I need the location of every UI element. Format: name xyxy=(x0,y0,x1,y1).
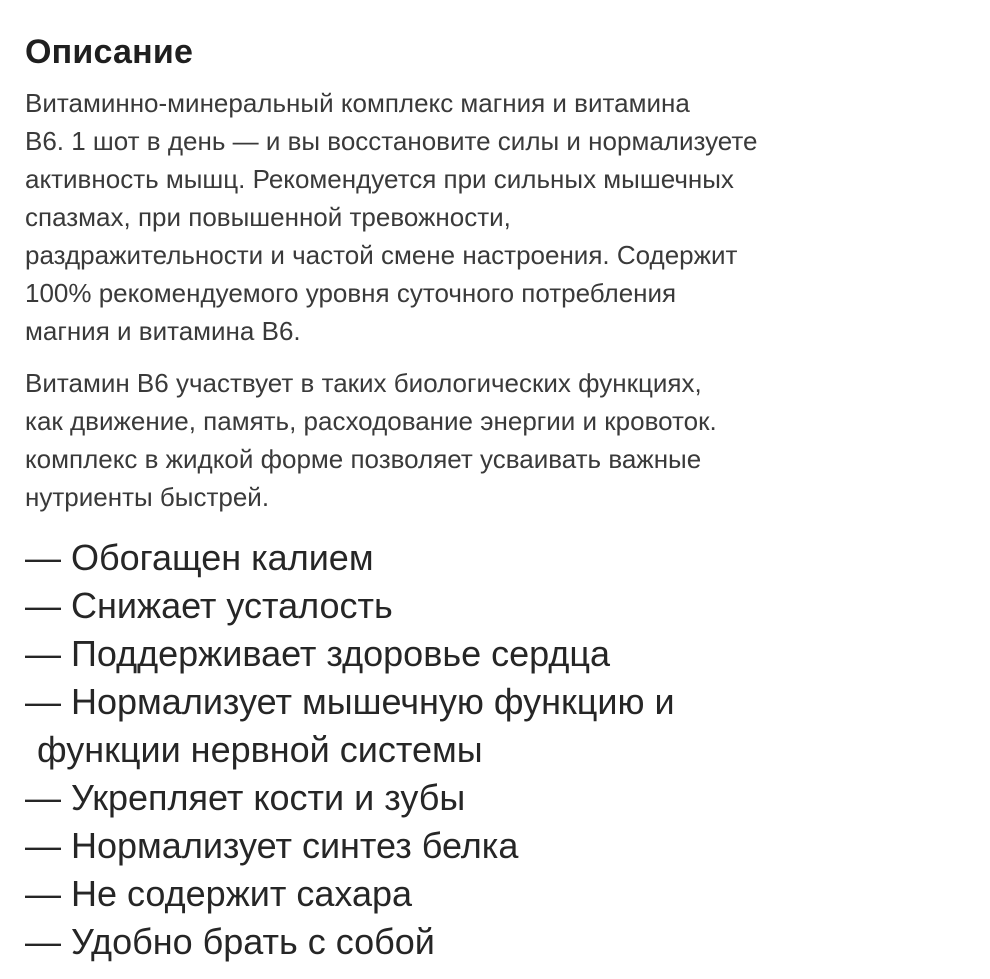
benefit-item: — Укрепляет кости и зубы xyxy=(25,777,466,818)
benefit-item: — Нормализует синтез белка xyxy=(25,825,519,866)
benefit-item: — Снижает усталость xyxy=(25,585,393,626)
section-title: Описание xyxy=(25,33,194,71)
benefit-item: — Нормализует мышечную функцию и xyxy=(25,681,675,722)
description-paragraph: Витаминно-минеральный комплекс магния и витамина B6. 1 шот в день — и вы восстановите силы и нормализуете активность мышц. Рекомендуется при сильных мышечных спазмах, при повышенной тревожности, раздражительности и частой смене настроения. Содержит 100% рекомендуемого уровня суточного потребления магния и витамина B6. xyxy=(25,88,758,346)
benefits-list xyxy=(25,534,975,966)
description-section xyxy=(25,0,975,966)
benefit-item: — Удобно брать с собой xyxy=(25,921,435,962)
benefit-item: — Поддерживает здоровье сердца xyxy=(25,633,610,674)
benefit-item-continuation: функции нервной системы xyxy=(37,729,483,770)
benefit-item: — Обогащен калием xyxy=(25,537,374,578)
vitamin-b6-paragraph: Витамин B6 участвует в таких биологических функциях, как движение, память, расходование энергии и кровоток. комплекс в жидкой форме позволяет усваивать важные нутриенты быстрей. xyxy=(25,368,717,512)
benefit-item: — Не содержит сахара xyxy=(25,873,413,914)
